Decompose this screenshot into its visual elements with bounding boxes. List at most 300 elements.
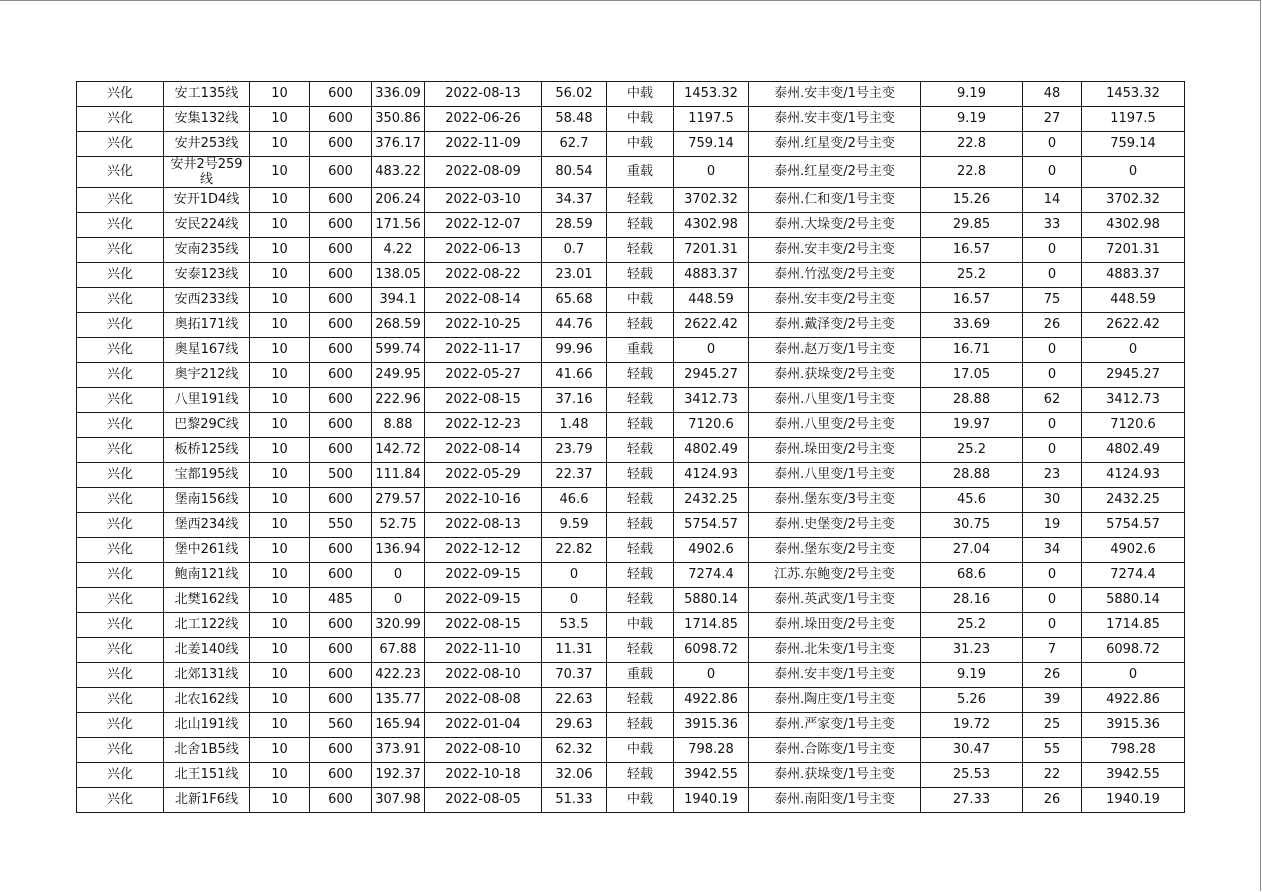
cell-voltage-kv: 10	[250, 132, 310, 157]
cell-district: 兴化	[77, 713, 164, 738]
cell-user-count: 0	[1023, 563, 1082, 588]
cell-load-status: 轻载	[607, 263, 674, 288]
cell-district: 兴化	[77, 663, 164, 688]
cell-load-rate: 0.7	[542, 238, 607, 263]
cell-transformer-load-rate: 16.57	[921, 238, 1023, 263]
table-row	[77, 713, 1185, 738]
cell-district: 兴化	[77, 538, 164, 563]
cell-user-count: 0	[1023, 338, 1082, 363]
cell-substation-transformer: 江苏.东鲍变/2号主变	[749, 563, 921, 588]
cell-record-date: 2022-08-10	[425, 663, 542, 688]
cell-record-date: 2022-08-13	[425, 513, 542, 538]
cell-user-count: 0	[1023, 363, 1082, 388]
cell-voltage-kv: 10	[250, 413, 310, 438]
cell-load-current: 376.17	[372, 132, 425, 157]
cell-transformer-load-rate: 22.8	[921, 157, 1023, 188]
cell-user-count: 48	[1023, 82, 1082, 107]
cell-load-status: 重载	[607, 663, 674, 688]
cell-load-current: 0	[372, 588, 425, 613]
cell-load-status: 轻载	[607, 463, 674, 488]
cell-record-date: 2022-08-14	[425, 288, 542, 313]
cell-district: 兴化	[77, 188, 164, 213]
cell-remaining-capacity: 2432.25	[1082, 488, 1185, 513]
cell-rated-current: 600	[310, 213, 372, 238]
cell-district: 兴化	[77, 438, 164, 463]
cell-remaining-capacity: 448.59	[1082, 288, 1185, 313]
table-row	[77, 538, 1185, 563]
cell-transformer-load-rate: 68.6	[921, 563, 1023, 588]
cell-district: 兴化	[77, 107, 164, 132]
cell-available-capacity: 4124.93	[674, 463, 749, 488]
cell-district: 兴化	[77, 513, 164, 538]
cell-load-status: 中载	[607, 738, 674, 763]
cell-transformer-load-rate: 9.19	[921, 663, 1023, 688]
cell-line-name: 安民224线	[164, 213, 250, 238]
cell-transformer-load-rate: 9.19	[921, 107, 1023, 132]
cell-rated-current: 600	[310, 157, 372, 188]
cell-load-rate: 56.02	[542, 82, 607, 107]
cell-load-status: 轻载	[607, 388, 674, 413]
cell-rated-current: 500	[310, 463, 372, 488]
table-row	[77, 263, 1185, 288]
cell-load-rate: 70.37	[542, 663, 607, 688]
cell-voltage-kv: 10	[250, 263, 310, 288]
cell-available-capacity: 7201.31	[674, 238, 749, 263]
cell-rated-current: 560	[310, 713, 372, 738]
cell-substation-transformer: 泰州.安丰变/1号主变	[749, 663, 921, 688]
cell-record-date: 2022-01-04	[425, 713, 542, 738]
cell-line-name: 鲍南121线	[164, 563, 250, 588]
cell-district: 兴化	[77, 588, 164, 613]
cell-rated-current: 600	[310, 338, 372, 363]
cell-load-status: 轻载	[607, 688, 674, 713]
cell-load-rate: 11.31	[542, 638, 607, 663]
cell-load-status: 中载	[607, 107, 674, 132]
table-row	[77, 463, 1185, 488]
cell-transformer-load-rate: 28.88	[921, 388, 1023, 413]
cell-load-status: 重载	[607, 157, 674, 188]
cell-user-count: 25	[1023, 713, 1082, 738]
cell-load-status: 轻载	[607, 313, 674, 338]
cell-available-capacity: 2945.27	[674, 363, 749, 388]
table-row	[77, 82, 1185, 107]
cell-load-status: 轻载	[607, 763, 674, 788]
cell-district: 兴化	[77, 263, 164, 288]
cell-user-count: 62	[1023, 388, 1082, 413]
cell-substation-transformer: 泰州.垛田变/2号主变	[749, 613, 921, 638]
cell-load-status: 中载	[607, 788, 674, 813]
cell-transformer-load-rate: 28.88	[921, 463, 1023, 488]
table-row	[77, 288, 1185, 313]
cell-user-count: 0	[1023, 413, 1082, 438]
cell-transformer-load-rate: 19.72	[921, 713, 1023, 738]
cell-transformer-load-rate: 16.57	[921, 288, 1023, 313]
cell-line-name: 板桥125线	[164, 438, 250, 463]
cell-available-capacity: 759.14	[674, 132, 749, 157]
cell-line-name: 北山191线	[164, 713, 250, 738]
cell-user-count: 26	[1023, 313, 1082, 338]
cell-transformer-load-rate: 30.47	[921, 738, 1023, 763]
cell-load-rate: 46.6	[542, 488, 607, 513]
cell-district: 兴化	[77, 132, 164, 157]
cell-substation-transformer: 泰州.八里变/1号主变	[749, 463, 921, 488]
cell-record-date: 2022-12-23	[425, 413, 542, 438]
table-row	[77, 338, 1185, 363]
cell-line-name: 安井2号259线	[164, 157, 250, 188]
cell-load-current: 111.84	[372, 463, 425, 488]
cell-load-status: 轻载	[607, 638, 674, 663]
cell-record-date: 2022-06-26	[425, 107, 542, 132]
cell-transformer-load-rate: 25.2	[921, 263, 1023, 288]
cell-load-current: 138.05	[372, 263, 425, 288]
cell-user-count: 26	[1023, 788, 1082, 813]
cell-rated-current: 600	[310, 788, 372, 813]
cell-line-name: 堡中261线	[164, 538, 250, 563]
cell-load-status: 中载	[607, 82, 674, 107]
cell-available-capacity: 1453.32	[674, 82, 749, 107]
cell-load-status: 中载	[607, 288, 674, 313]
cell-load-status: 中载	[607, 132, 674, 157]
cell-load-current: 135.77	[372, 688, 425, 713]
cell-user-count: 0	[1023, 132, 1082, 157]
cell-transformer-load-rate: 30.75	[921, 513, 1023, 538]
cell-district: 兴化	[77, 413, 164, 438]
cell-line-name: 北舍1B5线	[164, 738, 250, 763]
cell-transformer-load-rate: 25.53	[921, 763, 1023, 788]
cell-load-status: 轻载	[607, 513, 674, 538]
cell-available-capacity: 0	[674, 663, 749, 688]
cell-load-current: 268.59	[372, 313, 425, 338]
cell-substation-transformer: 泰州.安丰变/1号主变	[749, 82, 921, 107]
cell-remaining-capacity: 3942.55	[1082, 763, 1185, 788]
cell-remaining-capacity: 4802.49	[1082, 438, 1185, 463]
cell-user-count: 7	[1023, 638, 1082, 663]
cell-district: 兴化	[77, 213, 164, 238]
cell-voltage-kv: 10	[250, 388, 310, 413]
cell-load-current: 142.72	[372, 438, 425, 463]
cell-voltage-kv: 10	[250, 638, 310, 663]
cell-record-date: 2022-11-17	[425, 338, 542, 363]
cell-load-current: 336.09	[372, 82, 425, 107]
cell-substation-transformer: 泰州.红星变/2号主变	[749, 132, 921, 157]
cell-load-status: 轻载	[607, 213, 674, 238]
cell-load-rate: 23.79	[542, 438, 607, 463]
cell-transformer-load-rate: 28.16	[921, 588, 1023, 613]
cell-load-rate: 0	[542, 588, 607, 613]
cell-line-name: 北樊162线	[164, 588, 250, 613]
cell-voltage-kv: 10	[250, 82, 310, 107]
cell-voltage-kv: 10	[250, 438, 310, 463]
cell-available-capacity: 1714.85	[674, 613, 749, 638]
table-row	[77, 638, 1185, 663]
cell-district: 兴化	[77, 338, 164, 363]
cell-remaining-capacity: 6098.72	[1082, 638, 1185, 663]
table-row	[77, 663, 1185, 688]
cell-substation-transformer: 泰州.获垛变/2号主变	[749, 363, 921, 388]
cell-load-rate: 99.96	[542, 338, 607, 363]
cell-load-rate: 51.33	[542, 788, 607, 813]
cell-load-current: 8.88	[372, 413, 425, 438]
table-row	[77, 438, 1185, 463]
cell-available-capacity: 5880.14	[674, 588, 749, 613]
cell-substation-transformer: 泰州.获垛变/1号主变	[749, 763, 921, 788]
cell-rated-current: 600	[310, 738, 372, 763]
cell-district: 兴化	[77, 463, 164, 488]
cell-voltage-kv: 10	[250, 213, 310, 238]
cell-remaining-capacity: 4883.37	[1082, 263, 1185, 288]
cell-available-capacity: 3412.73	[674, 388, 749, 413]
cell-transformer-load-rate: 27.04	[921, 538, 1023, 563]
cell-remaining-capacity: 4302.98	[1082, 213, 1185, 238]
cell-available-capacity: 4302.98	[674, 213, 749, 238]
cell-load-rate: 34.37	[542, 188, 607, 213]
cell-user-count: 0	[1023, 263, 1082, 288]
cell-user-count: 23	[1023, 463, 1082, 488]
cell-district: 兴化	[77, 788, 164, 813]
cell-record-date: 2022-08-08	[425, 688, 542, 713]
cell-voltage-kv: 10	[250, 763, 310, 788]
cell-substation-transformer: 泰州.竹泓变/2号主变	[749, 263, 921, 288]
cell-line-name: 安工135线	[164, 82, 250, 107]
cell-substation-transformer: 泰州.史堡变/2号主变	[749, 513, 921, 538]
cell-line-name: 北农162线	[164, 688, 250, 713]
cell-load-current: 320.99	[372, 613, 425, 638]
cell-load-rate: 29.63	[542, 713, 607, 738]
cell-transformer-load-rate: 16.71	[921, 338, 1023, 363]
cell-rated-current: 600	[310, 238, 372, 263]
cell-load-rate: 53.5	[542, 613, 607, 638]
cell-remaining-capacity: 7274.4	[1082, 563, 1185, 588]
cell-line-name: 宝都195线	[164, 463, 250, 488]
cell-transformer-load-rate: 29.85	[921, 213, 1023, 238]
cell-record-date: 2022-09-15	[425, 563, 542, 588]
cell-record-date: 2022-08-10	[425, 738, 542, 763]
cell-load-rate: 0	[542, 563, 607, 588]
table-row	[77, 388, 1185, 413]
cell-record-date: 2022-11-09	[425, 132, 542, 157]
cell-rated-current: 600	[310, 263, 372, 288]
cell-available-capacity: 1197.5	[674, 107, 749, 132]
cell-district: 兴化	[77, 157, 164, 188]
cell-transformer-load-rate: 5.26	[921, 688, 1023, 713]
cell-record-date: 2022-05-27	[425, 363, 542, 388]
cell-load-rate: 58.48	[542, 107, 607, 132]
cell-voltage-kv: 10	[250, 663, 310, 688]
cell-remaining-capacity: 3412.73	[1082, 388, 1185, 413]
cell-remaining-capacity: 0	[1082, 338, 1185, 363]
cell-line-name: 安井253线	[164, 132, 250, 157]
cell-user-count: 0	[1023, 613, 1082, 638]
cell-load-current: 350.86	[372, 107, 425, 132]
cell-substation-transformer: 泰州.红星变/2号主变	[749, 157, 921, 188]
cell-substation-transformer: 泰州.安丰变/2号主变	[749, 238, 921, 263]
cell-load-rate: 62.32	[542, 738, 607, 763]
cell-remaining-capacity: 5880.14	[1082, 588, 1185, 613]
cell-voltage-kv: 10	[250, 688, 310, 713]
cell-available-capacity: 3915.36	[674, 713, 749, 738]
cell-remaining-capacity: 5754.57	[1082, 513, 1185, 538]
cell-line-name: 北郊131线	[164, 663, 250, 688]
cell-record-date: 2022-10-25	[425, 313, 542, 338]
cell-substation-transformer: 泰州.安丰变/2号主变	[749, 288, 921, 313]
cell-load-current: 52.75	[372, 513, 425, 538]
cell-substation-transformer: 泰州.安丰变/1号主变	[749, 107, 921, 132]
cell-voltage-kv: 10	[250, 288, 310, 313]
cell-load-status: 重载	[607, 338, 674, 363]
cell-voltage-kv: 10	[250, 363, 310, 388]
cell-rated-current: 600	[310, 288, 372, 313]
cell-transformer-load-rate: 22.8	[921, 132, 1023, 157]
cell-district: 兴化	[77, 488, 164, 513]
cell-district: 兴化	[77, 82, 164, 107]
cell-record-date: 2022-10-16	[425, 488, 542, 513]
cell-voltage-kv: 10	[250, 238, 310, 263]
cell-remaining-capacity: 3702.32	[1082, 188, 1185, 213]
cell-voltage-kv: 10	[250, 738, 310, 763]
feeder-load-table	[76, 81, 1185, 813]
cell-load-rate: 23.01	[542, 263, 607, 288]
cell-record-date: 2022-03-10	[425, 188, 542, 213]
cell-user-count: 34	[1023, 538, 1082, 563]
cell-record-date: 2022-08-22	[425, 263, 542, 288]
cell-line-name: 堡南156线	[164, 488, 250, 513]
cell-transformer-load-rate: 25.2	[921, 613, 1023, 638]
cell-available-capacity: 798.28	[674, 738, 749, 763]
cell-remaining-capacity: 1714.85	[1082, 613, 1185, 638]
cell-rated-current: 600	[310, 538, 372, 563]
cell-rated-current: 600	[310, 763, 372, 788]
cell-remaining-capacity: 4902.6	[1082, 538, 1185, 563]
cell-rated-current: 600	[310, 132, 372, 157]
table-row	[77, 738, 1185, 763]
cell-substation-transformer: 泰州.南阳变/1号主变	[749, 788, 921, 813]
cell-voltage-kv: 10	[250, 157, 310, 188]
cell-line-name: 安集132线	[164, 107, 250, 132]
cell-rated-current: 600	[310, 82, 372, 107]
cell-rated-current: 550	[310, 513, 372, 538]
cell-remaining-capacity: 0	[1082, 663, 1185, 688]
cell-load-current: 206.24	[372, 188, 425, 213]
cell-available-capacity: 4802.49	[674, 438, 749, 463]
table-row	[77, 613, 1185, 638]
cell-remaining-capacity: 4124.93	[1082, 463, 1185, 488]
cell-load-status: 轻载	[607, 538, 674, 563]
cell-rated-current: 600	[310, 563, 372, 588]
cell-district: 兴化	[77, 763, 164, 788]
cell-available-capacity: 4902.6	[674, 538, 749, 563]
cell-line-name: 北姜140线	[164, 638, 250, 663]
cell-substation-transformer: 泰州.八里变/1号主变	[749, 388, 921, 413]
cell-user-count: 75	[1023, 288, 1082, 313]
table-row	[77, 238, 1185, 263]
cell-line-name: 安西233线	[164, 288, 250, 313]
cell-substation-transformer: 泰州.大垛变/2号主变	[749, 213, 921, 238]
cell-substation-transformer: 泰州.赵万变/1号主变	[749, 338, 921, 363]
cell-voltage-kv: 10	[250, 588, 310, 613]
cell-substation-transformer: 泰州.北朱变/1号主变	[749, 638, 921, 663]
cell-transformer-load-rate: 31.23	[921, 638, 1023, 663]
cell-record-date: 2022-08-13	[425, 82, 542, 107]
cell-user-count: 26	[1023, 663, 1082, 688]
cell-load-rate: 28.59	[542, 213, 607, 238]
cell-line-name: 安开1D4线	[164, 188, 250, 213]
cell-load-rate: 9.59	[542, 513, 607, 538]
cell-user-count: 55	[1023, 738, 1082, 763]
cell-voltage-kv: 10	[250, 613, 310, 638]
cell-load-current: 0	[372, 563, 425, 588]
cell-line-name: 奥拓171线	[164, 313, 250, 338]
table-row	[77, 132, 1185, 157]
table-row	[77, 488, 1185, 513]
cell-load-current: 136.94	[372, 538, 425, 563]
cell-voltage-kv: 10	[250, 463, 310, 488]
cell-line-name: 堡西234线	[164, 513, 250, 538]
cell-load-status: 轻载	[607, 588, 674, 613]
cell-load-status: 轻载	[607, 413, 674, 438]
cell-available-capacity: 3702.32	[674, 188, 749, 213]
cell-transformer-load-rate: 19.97	[921, 413, 1023, 438]
cell-available-capacity: 1940.19	[674, 788, 749, 813]
table-row	[77, 107, 1185, 132]
cell-rated-current: 600	[310, 313, 372, 338]
cell-remaining-capacity: 0	[1082, 157, 1185, 188]
cell-rated-current: 485	[310, 588, 372, 613]
cell-transformer-load-rate: 17.05	[921, 363, 1023, 388]
cell-load-current: 373.91	[372, 738, 425, 763]
cell-user-count: 30	[1023, 488, 1082, 513]
cell-substation-transformer: 泰州.堡东变/3号主变	[749, 488, 921, 513]
cell-substation-transformer: 泰州.堡东变/2号主变	[749, 538, 921, 563]
table-row	[77, 188, 1185, 213]
cell-remaining-capacity: 1940.19	[1082, 788, 1185, 813]
cell-available-capacity: 2432.25	[674, 488, 749, 513]
cell-load-current: 4.22	[372, 238, 425, 263]
cell-load-status: 轻载	[607, 488, 674, 513]
cell-load-status: 轻载	[607, 188, 674, 213]
cell-rated-current: 600	[310, 438, 372, 463]
cell-transformer-load-rate: 9.19	[921, 82, 1023, 107]
cell-district: 兴化	[77, 688, 164, 713]
cell-load-rate: 22.37	[542, 463, 607, 488]
cell-record-date: 2022-06-13	[425, 238, 542, 263]
cell-substation-transformer: 泰州.戴泽变/2号主变	[749, 313, 921, 338]
cell-remaining-capacity: 7201.31	[1082, 238, 1185, 263]
cell-district: 兴化	[77, 363, 164, 388]
cell-district: 兴化	[77, 288, 164, 313]
table-row	[77, 588, 1185, 613]
cell-voltage-kv: 10	[250, 313, 310, 338]
cell-district: 兴化	[77, 388, 164, 413]
cell-district: 兴化	[77, 313, 164, 338]
cell-load-current: 249.95	[372, 363, 425, 388]
cell-rated-current: 600	[310, 638, 372, 663]
cell-voltage-kv: 10	[250, 563, 310, 588]
cell-load-current: 171.56	[372, 213, 425, 238]
cell-remaining-capacity: 3915.36	[1082, 713, 1185, 738]
cell-record-date: 2022-09-15	[425, 588, 542, 613]
table-row	[77, 763, 1185, 788]
cell-load-status: 轻载	[607, 363, 674, 388]
cell-available-capacity: 5754.57	[674, 513, 749, 538]
cell-voltage-kv: 10	[250, 513, 310, 538]
cell-remaining-capacity: 798.28	[1082, 738, 1185, 763]
cell-line-name: 奥宇212线	[164, 363, 250, 388]
cell-remaining-capacity: 2622.42	[1082, 313, 1185, 338]
table-row	[77, 313, 1185, 338]
cell-voltage-kv: 10	[250, 188, 310, 213]
cell-record-date: 2022-08-09	[425, 157, 542, 188]
cell-record-date: 2022-08-15	[425, 613, 542, 638]
